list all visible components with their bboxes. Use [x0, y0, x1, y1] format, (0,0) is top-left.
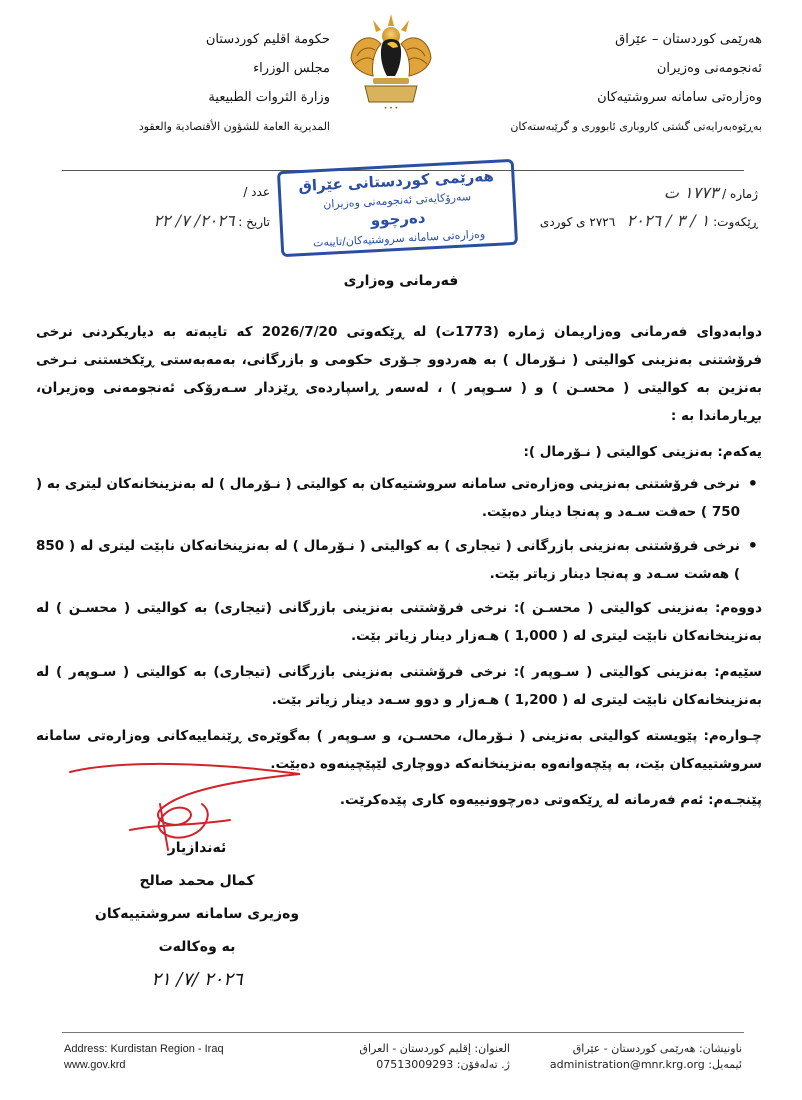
list-item: • نرخی فرۆشتنی بەنزینی وەزارەتی سامانە سروشتیەکان بە کوالیتی ( نـۆرمال ) لە بەنزینخانەکان لیتری بە ( 750 ) حەفت سـەد و پەنجا دینار دەبێت.: [36, 470, 740, 526]
arabic-number-label: عدد /: [243, 185, 270, 199]
letterhead-ar-line-1: حكومة اقليم كوردستان: [205, 32, 330, 47]
outgoing-stamp: [277, 159, 518, 257]
footer-website-link[interactable]: www.gov.krd: [64, 1059, 126, 1071]
footer-kurdish: [482, 1041, 742, 1073]
stamp-line-2: سەرۆکایەتی ئەنجومەنی وەزیران: [322, 190, 472, 211]
arabic-date-label: تاريخ :: [238, 215, 270, 229]
footer-arabic: [290, 1041, 510, 1073]
reference-number-value: ١٧٧٣ ت: [663, 183, 719, 202]
footer-english: [64, 1041, 284, 1073]
document-title: فەرمانی وەزاری: [343, 273, 459, 289]
footer-phone-label: ژ. تەلەفۆن:: [456, 1058, 510, 1071]
footer-address-en: Address: Kurdistan Region - Iraq: [64, 1043, 224, 1055]
footer-address-ku: ناونیشان: هەرێمی کوردستان - عێراق: [572, 1042, 742, 1055]
reference-date-label: ڕێکەوت:: [713, 215, 758, 229]
footer-email-link[interactable]: administration@mnr.krg.org: [549, 1058, 705, 1071]
reference-kurdish: [498, 185, 758, 241]
letterhead-ku-line-4: بەڕێوەبەرایەتی گشتی کاروباری ئابووری و گرێبەستەکان: [510, 120, 762, 133]
reference-number-row: [498, 185, 758, 213]
signatory-name: کمال محمد صالح: [139, 873, 255, 889]
order-body: [36, 318, 762, 822]
fourth-clause: چـوارەم: پێویستە کوالیتی بەنزینی ( نـۆرمال، محسـن، و سـوپەر ) بەگوێرەی ڕێنماییەکانی وەزارەتی سامانە سروشتییەکان بێت، بە پێچەوانەوە بەنزینخانەکە دووچاری لێپێچینەوە دەبێت.: [36, 728, 762, 772]
first-clause-heading: یەکەم: بەنزینی کوالیتی ( نـۆرمال ):: [523, 444, 762, 460]
svg-text:• • •: • • •: [383, 105, 399, 112]
letterhead-ku-line-2: ئەنجومەنی وەزیران: [656, 61, 762, 76]
footer-email-row: [482, 1057, 742, 1073]
reference-date-row: [498, 213, 758, 241]
stamp-line-1: هەرێمی کوردستانی عێراق: [298, 166, 495, 196]
list-item: • نرخی فرۆشتنی بەنزینی بازرگانی ( تیجاری ) بە کوالیتی ( نـۆرمال ) لە بەنزینخانەکان نابێت لیتری لە ( 850 ) هەشت سـەد و پەنجا دینار زیاتر بێت.: [36, 532, 740, 588]
kurdistan-emblem-icon: [343, 10, 439, 118]
arabic-date-value: ٢٠٢٦/ ٧/ ٢٢: [153, 211, 235, 230]
second-clause: دووەم: بەنزینی کوالیتی ( محسـن ): نرخی فرۆشتنی بەنزینی بازرگانی (تیجاری) بە کوالیتی ( محسـن ) لە بەنزینخانەکان نابێت لیتری لە ( 1,000 ) هـەزار دینار زیاتر بێت.: [36, 600, 762, 644]
letterhead-ar-line-2: مجلس الوزراء: [253, 61, 330, 76]
stamp-line-3: دەرچوو: [370, 208, 426, 230]
footer-phone-row: [290, 1057, 510, 1073]
signature-block: [92, 836, 302, 1001]
first-clause-list: [36, 470, 762, 588]
letterhead-kurdish: [462, 32, 762, 148]
fifth-clause: پێنجـەم: ئەم فەرمانە لە ڕێکەوتی دەرچوونییەوە کاری پێدەکرێت.: [339, 792, 762, 808]
signatory-acting: بە وەکالەت: [158, 939, 236, 955]
reference-kurdish-date: ٢٧٢٦ ی کوردی: [539, 215, 616, 229]
footer-phone: 07513009293: [376, 1058, 454, 1071]
stamp-line-4: وەزارەتی سامانە سروشتیەکان/تایبەت: [312, 227, 486, 250]
footer-email-label: ئیمەیل:: [708, 1058, 742, 1071]
third-clause: سێیەم: بەنزینی کوالیتی ( سـوپەر ): نرخی فرۆشتنی بەنزینی بازرگانی (تیجاری) بە کوالیتی ( سـوپەر ) لە بەنزینخانەکان نابێت لیتری لە ( 1,200 ) هـەزار و دوو سـەد دینار زیاتر بێت.: [36, 664, 762, 708]
arabic-date-row: [100, 213, 270, 241]
reference-number-label: ژمارە /: [722, 187, 758, 201]
signatory-position: وەزیری سامانە سروشتییەکان: [94, 906, 300, 922]
reference-arabic: [100, 185, 270, 241]
letterhead-ku-line-3: وەزارەتی سامانە سروشتیەکان: [597, 90, 762, 105]
signatory-title: ئەندازیار: [167, 840, 227, 856]
letterhead-ku-line-1: هەرێمی کوردستان – عێراق: [615, 32, 762, 47]
letterhead-arabic: [40, 32, 330, 148]
signature-date: ٢٠٢٦ /٧/ ٢١: [151, 969, 243, 990]
intro-paragraph: دوابەدوای فەرمانی وەزاریمان ژمارە (1773ت) لە ڕێکەوتی 2026/7/20 کە تایبەتە بە دیاریکردنی نرخی فرۆشتنی بەنزینی کوالیتی ( نـۆرمال ) بە هەردوو جـۆری حکومی و بازرگانی، بەمەبەستی ڕێکخستنی نـرخی بەنزین بە کوالیتی ( محسـن ) و ( سـوپەر ) ، لەسەر ڕاسپاردەی ڕێزدار سـەرۆکی ئەنجومەنی وەزیران، بڕیارماندا بە :: [36, 324, 763, 424]
letterhead-ar-line-4: المديرية العامة للشؤون الأقتصادية والعقود: [138, 120, 330, 133]
letterhead-ar-line-3: وزارة الثروات الطبيعية: [208, 90, 330, 105]
footer-divider: [62, 1032, 744, 1033]
reference-date-value: ١ / ٣ / ٢٠٢٦: [626, 211, 710, 230]
footer-address-ar: العنوان: إقليم كوردستان - العراق: [359, 1042, 510, 1055]
